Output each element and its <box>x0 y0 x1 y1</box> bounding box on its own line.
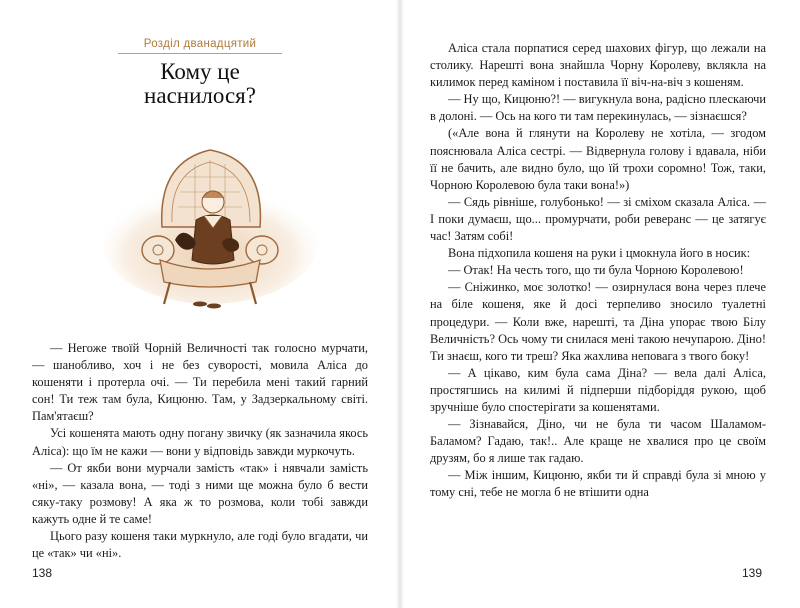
chapter-title <box>100 60 300 108</box>
paragraph: — Ну що, Кицюню?! — вигукнула вона, радісно плескаючи в долоні. — Ось на кого ти там перекинулась, — зізнаєшся? <box>430 92 766 124</box>
paragraph: Аліса стала порпатися серед шахових фігур, що лежали на столику. Нарешті вона знайшла Чорну Королеву, вклякла на килимок перед каміном і поставила її віч-на-віч з кошеням. <box>430 41 766 90</box>
paragraph: («Але вона й глянути на Королеву не хотіла, — згодом пояснювала Аліса сестрі. — Відвернула голову і вдавала, ніби її не бачить, але видно було, що їй трохи соромно! Тож, таки, Чорною Королевою була таки вона!») <box>430 126 766 192</box>
paragraph: — Сядь рівніше, голубонько! — зі сміхом сказала Аліса. — І поки думаєш, що... промурчати, роби реверанс — це затягує час! Затям собі! <box>430 194 766 244</box>
left-text <box>32 340 368 562</box>
paragraph: — Між іншим, Кицюню, якби ти й справді була зі мною у тому сні, тебе не могла б не втішити одна <box>430 468 766 500</box>
paragraph: Цього разу кошеня таки муркнуло, але годі було вгадати, чи це «так» чи «ні». <box>32 529 368 561</box>
chapter-title-line2: наснилося? <box>144 83 256 108</box>
page-number-right: 139 <box>742 566 763 580</box>
chapter-title-line1: Кому це <box>160 59 240 84</box>
paragraph: — Сніжинко, моє золотко! — озирнулася вона через плече на біле кошеня, яке й досі терпеливо зносило туалетні процедури. — Коли вже, нарешті, та Діна упорає твою Білу Величність? Ось чому ти снилася мені такою нечупарою. Діно! Ти знаєш, кого ти треш? Яка жахлива неповага з твого боку! <box>430 280 766 363</box>
paragraph: Усі кошенята мають одну погану звичку (як зазначила якось Аліса): що їм не кажи — вони у відповідь завжди муркочуть. <box>32 426 368 458</box>
page-number-left: 138 <box>32 566 53 580</box>
paragraph: — От якби вони мурчали замість «так» і нявчали замість «ні», — казала вона, — тоді з ними ще можна було б вести сяку-таку розмову! А яка ж то розмова, коли тобі завжди кажуть одне й те саме! <box>32 460 368 526</box>
paragraph: — Негоже твоїй Чорній Величності так голосно мурчати, — шанобливо, хоч і не без суворості, мовила Аліса до кошеняти і протерла очі. — Ти перебила мені такий гарний сон! Ти теж там була, Кицюню. Там, у Задзеркальному світі. Пам'ятаєш? <box>32 341 368 424</box>
paragraph: — Зізнавайся, Діно, чи не була ти часом Шаламом-Баламом? Гадаю, так!.. Але краще не хвалися про це своїм друзям, бо я лише так гадаю. <box>430 417 766 466</box>
paragraph: — А цікаво, ким була сама Діна? — вела далі Аліса, простягшись на килимі й підперши підборіддя рукою, щоб зручніше було спостерігати за кошенятами. <box>430 365 766 414</box>
paragraph: — Отак! На честь того, що ти була Чорною Королевою! <box>448 263 744 278</box>
chapter-illustration <box>100 132 320 312</box>
right-text <box>430 40 766 502</box>
paragraph: Вона підхопила кошеня на руки і цмокнула його в носик: <box>448 246 751 261</box>
chapter-label: Розділ дванадцятий <box>118 38 282 54</box>
